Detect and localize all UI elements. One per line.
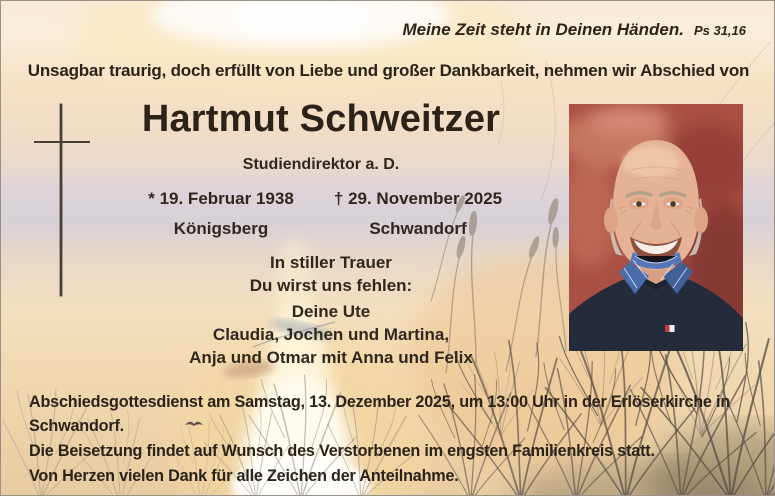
mourning-intro-1: In stiller Trauer	[270, 253, 392, 272]
birth-date: * 19. Februar 1938	[148, 189, 294, 208]
sweater-logo	[665, 325, 679, 332]
death-symbol-cross: †	[333, 189, 344, 208]
birth-place: Königsberg	[173, 219, 269, 238]
cross-symbol-bar	[34, 141, 90, 143]
intro-line: Unsagbar traurig, doch erfüllt von Liebe und großer Dankbarkeit, nehmen wir Abschied von	[27, 61, 750, 80]
death-date: † 29. November 2025	[333, 189, 503, 208]
birth-symbol: *	[148, 189, 155, 208]
family-name: Claudia, Jochen und Martina,	[212, 325, 450, 344]
notice-burial: Die Beisetzung findet auf Wunsch des Verstorbenen im engsten Familienkreis statt.	[29, 442, 655, 460]
psalm-quote	[402, 20, 746, 40]
mourning-block	[11, 251, 651, 369]
family-name: Deine Ute	[291, 302, 371, 321]
mourning-intro-2: Du wirst uns fehlen:	[249, 276, 413, 295]
deceased-name: Hartmut Schweitzer	[141, 98, 501, 140]
notice-service: Abschiedsgottesdienst am Samstag, 13. Dezember 2025, um 13:00 Uhr in der Erlöserkirche in Schwandorf.	[29, 393, 731, 435]
family-name: Anja und Otmar mit Anna und Felix	[189, 348, 473, 367]
psalm-reference: Ps 31,16	[693, 23, 746, 38]
funeral-notices	[29, 390, 753, 489]
notice-thanks: Von Herzen vielen Dank für alle Zeichen der Anteilnahme.	[29, 467, 459, 485]
deceased-title: Studiendirektor a. D.	[242, 156, 400, 173]
psalm-quote-text: Meine Zeit steht in Deinen Händen.	[402, 20, 684, 39]
death-place: Schwandorf	[369, 219, 467, 238]
